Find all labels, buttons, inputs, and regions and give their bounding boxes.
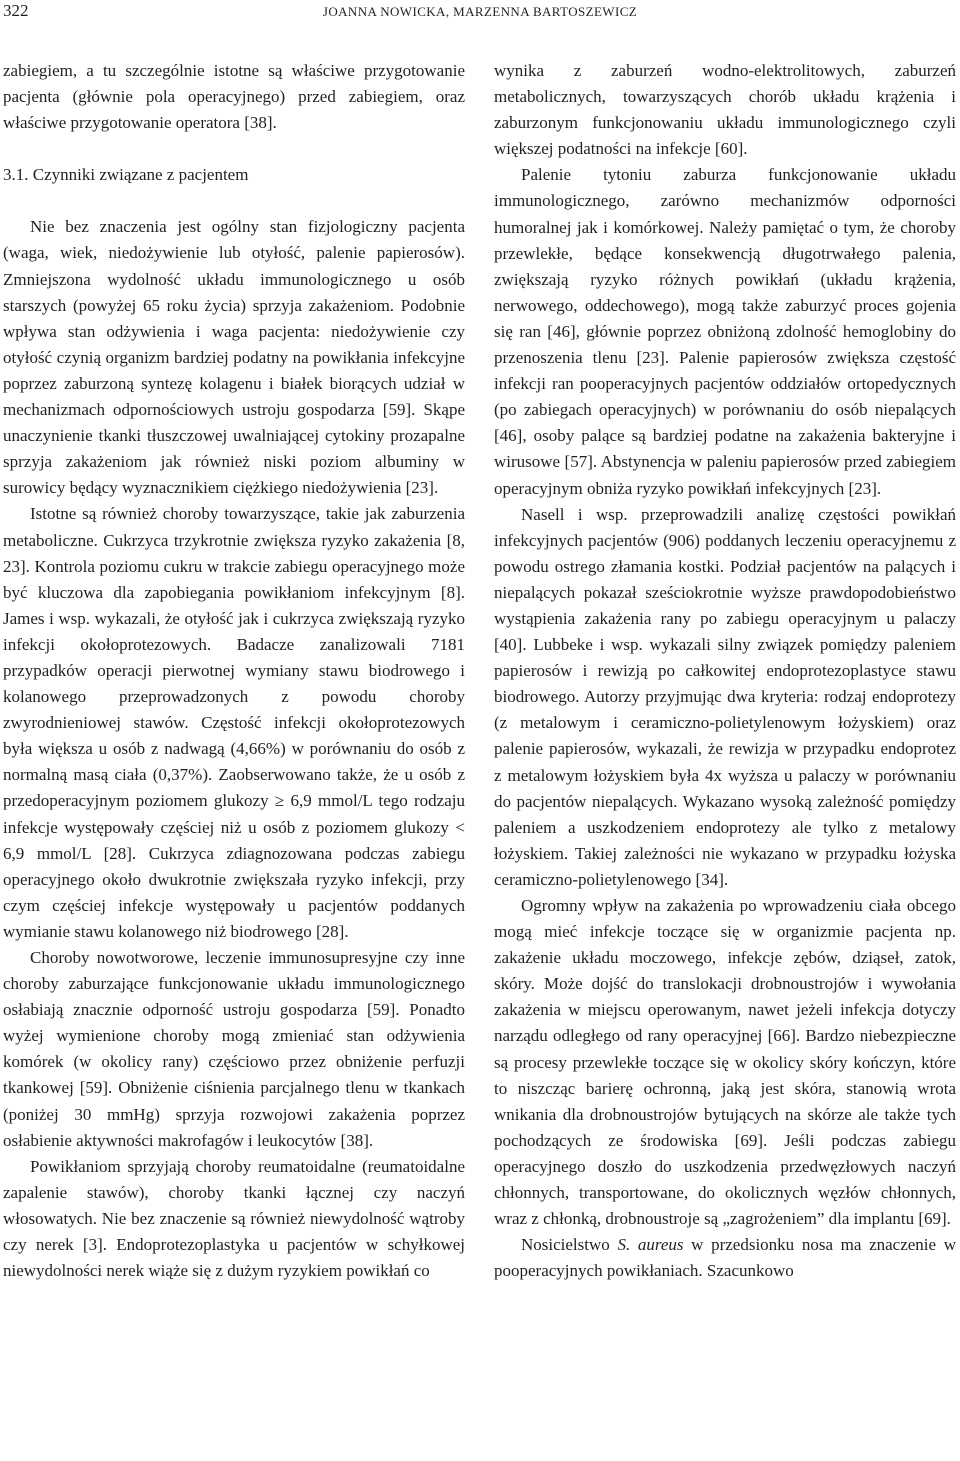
text-run: Nosicielstwo — [521, 1235, 618, 1255]
running-head: JOANNA NOWICKA, MARZENNA BARTOSZEWICZ — [322, 4, 638, 19]
paragraph: Ogromny wpływ na zakażenia po wprowadzeniu ciała obcego mogą mieć infekcje toczące się w organizmie pacjenta np. zakażenie układu moczowego, infekcje zębów, dziąseł, zatok, skóry. Może dojść do translokacji drobnoustrojów i wywołania zakażenia w miejscu operowanym, nawet jeżeli infekcja dotyczy narządu odległego od rany operacyjnej [66]. Bardzo niebezpieczne są procesy przewlekłe toczące się w okolicy skóry kończyn, które to niszcząc barierę ochronną, jaką jest skóra, stanowią wrota wnikania dla drobnoustrojów bytujących na skórze ale także tych pochodzących ze środowiska [69]. Jeśli podczas zabiegu operacyjnego doszło do uszkodzenia przedwęzłowych naczyń chłonnych, transportowane, do okolicznych węzłów chłonnych, wraz z chłonką, drobnoustroje są „zagrożeniem” dla implantu [69]. — [494, 896, 956, 1229]
page-header — [0, 0, 960, 26]
left-column — [3, 58, 465, 1284]
paragraph: zabiegiem, a tu szczególnie istotne są właściwe przygotowanie pacjenta (głównie pola operacyjnego) przed zabiegiem, oraz właściwe przygotowanie operatora [38]. — [3, 61, 465, 133]
paragraph: Nie bez znaczenia jest ogólny stan fizjologiczny pacjenta (waga, wiek, niedożywienie lub otyłość, palenie papierosów). Zmniejszona wydolność układu immunologicznego u osób starszych (powyżej 65 roku życia) sprzyja zakażeniom. Podobnie wpływa stan odżywienia i waga pacjenta: niedożywienie czy otyłość czynią organizm bardziej podatny na powikłania infekcyjne poprzez zaburzoną syntezę kolagenu i białek biorących udział w mechanizmach odpornościowych ustroju gospodarza [59]. Skąpe unaczynienie tkanki tłuszczowej uwalniającej cytokiny prozapalne sprzyja zakażeniom jak również niski poziom albuminy w surowicy będący wyznacznikiem ciężkiego niedożywienia [23]. — [3, 217, 465, 498]
paragraph: Nasell i wsp. przeprowadzili analizę częstości powikłań infekcyjnych pacjentów (906) poddanych leczeniu operacyjnemu z powodu ostrego złamania kostki. Podział pacjentów na palących i niepalących pokazał sześciokrotnie wyższe prawdopodobieństwo wystąpienia zakażenia rany po zabiegu operacyjnym u palaczy [40]. Lubbeke i wsp. wykazali silny związek pomiędzy paleniem papierosów i rewizją po całkowitej endoprotezoplastyce stawu biodrowego. Autorzy przyjmując dwa kryteria: rodzaj endoprotezy (z metalowym i ceramiczno-polietylenowym łożyskiem) oraz palenie papierosów, wykazali, że rewizja w przypadku endoprotez z metalowym łożyskiem była 4x wyższa u palaczy w porównaniu do pacjentów niepalących. Wykazano wysoką zależność pomiędzy paleniem a uszkodzeniem endoprotezy ale tylko z metalowy łożyskiem. Takiej zależności nie wykazano w przypadku łożyska ceramiczno-polietylenowego [34]. — [494, 504, 956, 889]
paragraph: Istotne są również choroby towarzyszące, takie jak zaburzenia metaboliczne. Cukrzyca trzykrotnie zwiększa ryzyko zakażenia [8, 23]. Kontrola poziomu cukru w trakcie zabiegu operacyjnego może być kluczowa dla zapobiegania powikłaniom infekcyjnym [8]. James i wsp. wykazali, że otyłość jak i cukrzyca zwiększają ryzyko infekcji okołoprotezowych. Badacze zanalizowali 7181 przypadków operacji pierwotnej wymiany stawu biodrowego i kolanowego przeprowadzonych z powodu choroby zwyrodnieniowej stawów. Częstość infekcji okołoprotezowych była większa u osób z nadwagą (4,66%) w porównaniu do osób z normalną masą ciała (0,37%). Zaobserwowano także, że u osób z przedoperacyjnym poziomem glukozy ≥ 6,9 mmol/L tego rodzaju infekcje występowały częściej niż u osób z poziomem glukozy < 6,9 mmol/L [28]. Cukrzyca zdiagnozowana podczas zabiegu operacyjnego około dwukrotnie zwiększała ryzyko infekcji, przy czym częściej infekcje występowały u pacjentów poddanych wymianie stawu kolanowego niż biodrowego [28]. — [3, 504, 465, 941]
paragraph: Choroby nowotworowe, leczenie immunosupresyjne czy inne choroby zaburzające funkcjonowanie układu immunologicznego osłabiają znacznie odporność ustroju gospodarza [59]. Ponadto wyżej wymienione choroby mogą zmieniać stan odżywienia komórek (w okolicy rany) częściowo przez obniżenie perfuzji tkankowej [59]. Obniżenie ciśnienia parcjalnego tlenu w tkankach (poniżej 30 mmHg) sprzyja rozwojowi zakażenia poprzez osłabienie aktywności makrofagów i leukocytów [38]. — [3, 948, 465, 1150]
paragraph — [494, 1232, 956, 1284]
section-heading: 3.1. Czynniki związane z pacjentem — [3, 165, 249, 185]
page-number: 322 — [3, 1, 29, 20]
paragraph: wynika z zaburzeń wodno-elektrolitowych, zaburzeń metabolicznych, towarzyszących chorób układu krążenia i zaburzonym funkcjonowaniu układu immunologicznego czyli większej podatności na infekcje [60]. — [494, 61, 956, 159]
text-run: w przedsionku nosa ma znaczenie w pooperacyjnych powikłaniach. Szacunkowo — [494, 1235, 956, 1281]
paragraph: Palenie tytoniu zaburza funkcjonowanie układu immunologicznego, zarówno mechanizmów odporności humoralnej jak i komórkowej. Należy pamiętać o tym, że choroby przewlekłe, będące konsekwencją długotrwałego palenia, zwiększają ryzyko różnych powikłań (układu krążenia, nerwowego, oddechowego), mogą także zaburzyć proces gojenia się ran [46], głównie poprzez obniżoną zdolność hemoglobiny do przenoszenia tlenu [23]. Palenie papierosów zwiększa częstość infekcji ran pooperacyjnych pacjentów oddziałów ortopedycznych (po zabiegach operacyjnych) w porównaniu do osób niepalących [46], osoby palące są bardziej podatne na zakażenia bakteryjne i wirusowe [57]. Abstynencja w paleniu papierosów przed zabiegiem operacyjnym obniża ryzyko powikłań infekcyjnych [23]. — [494, 165, 956, 498]
right-column — [494, 58, 956, 1284]
species-name: S. aureus — [617, 1235, 684, 1255]
paragraph: Powikłaniom sprzyjają choroby reumatoidalne (reumatoidalne zapalenie stawów), choroby tkanki łącznej czy naczyń włosowatych. Nie bez znaczenie są również niewydolność wątroby czy nerek [3]. Endoprotezoplastyka u pacjentów w schyłkowej niewydolności nerek wiąże się z dużym ryzykiem powikłań co — [3, 1156, 465, 1281]
